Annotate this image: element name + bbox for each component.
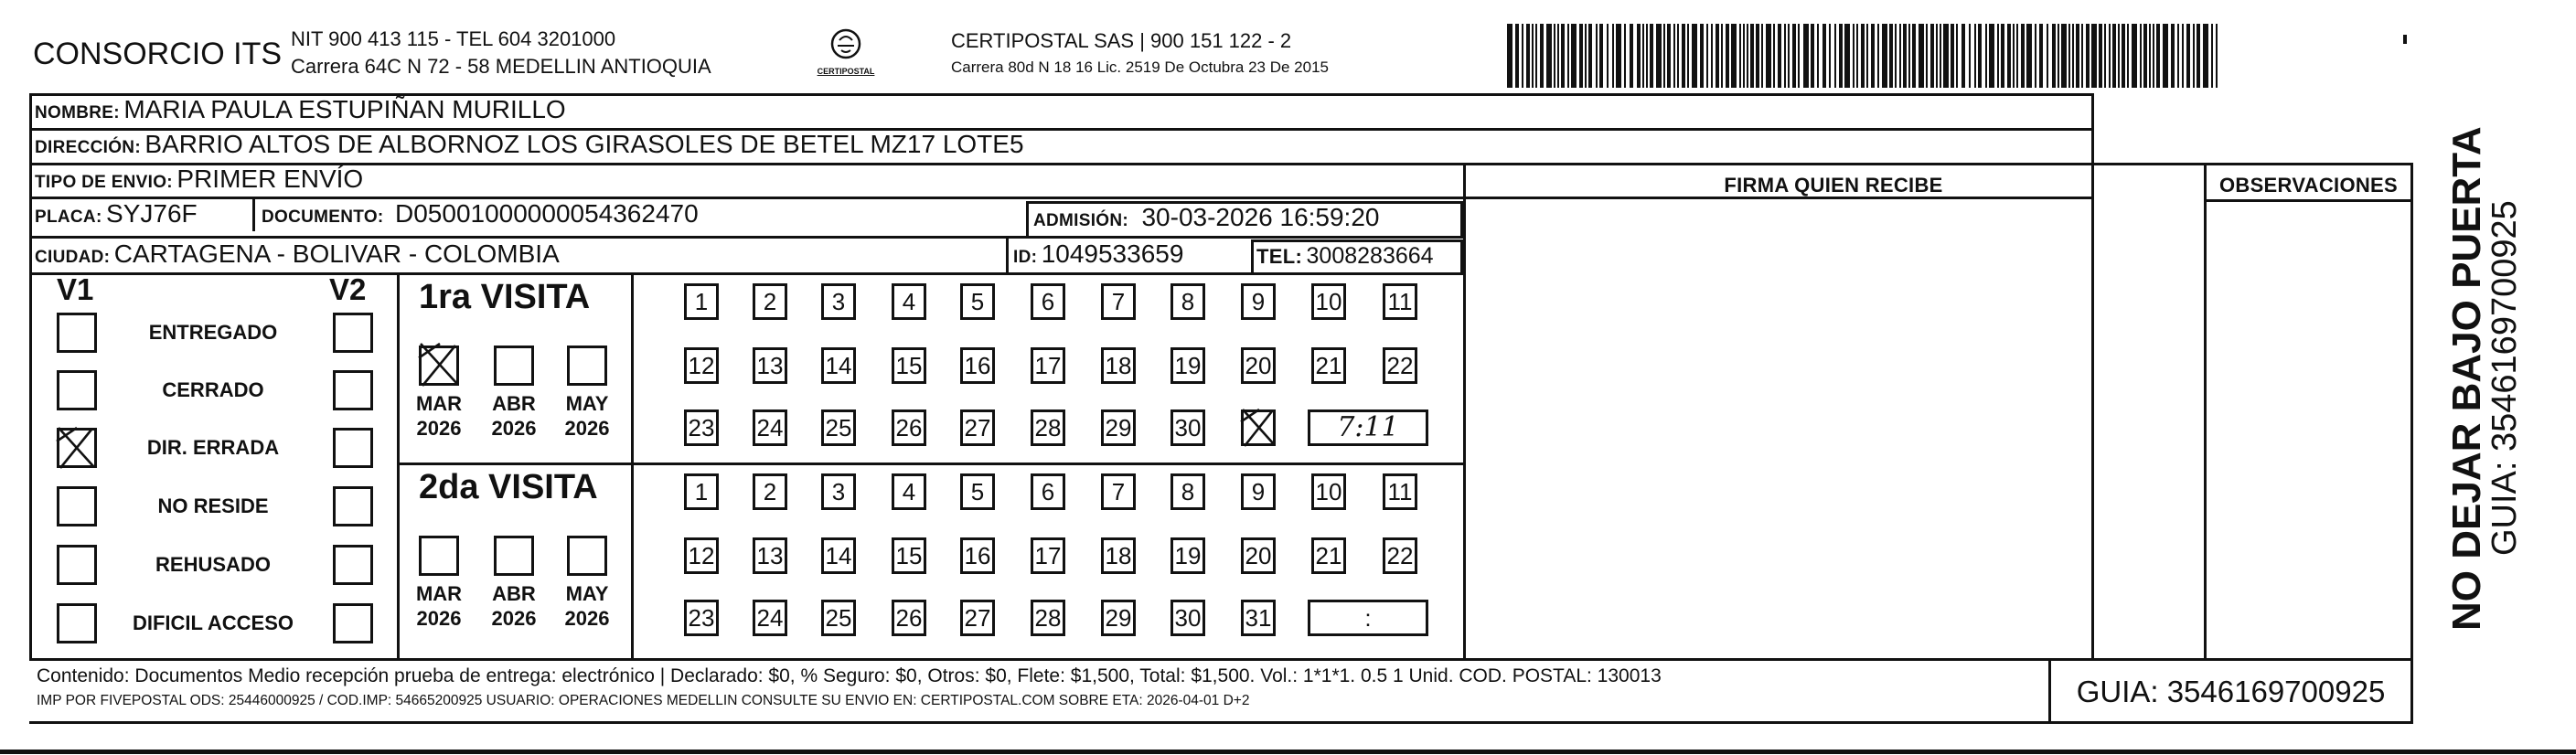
status-label: DIR. ERRADA xyxy=(146,436,280,459)
corner-tick xyxy=(2403,35,2407,44)
visit2-month-checkbox[interactable] xyxy=(494,536,534,576)
ciudad-label: CIUDAD: xyxy=(35,248,111,267)
status-label: DIFICIL ACCESO xyxy=(132,611,294,634)
footer-line1: Contenido: Documentos Medio recepción prueba de entrega: electrónico | Declarado: $0, % Seguro: $0, Otros: $0, Flete: $1,500, Total: $1,500. Vol.: 1*1*1. 0.5 1 Unid. COD. POSTAL: 130013 xyxy=(37,665,1662,686)
status-label: CERRADO xyxy=(162,378,264,401)
visit1-day-box[interactable]: 15 xyxy=(892,347,926,384)
visit2-day-box[interactable]: 31 xyxy=(1241,600,1276,636)
visit1-day-box[interactable]: 6 xyxy=(1031,283,1065,320)
visit1-day-box[interactable]: 3 xyxy=(821,283,856,320)
visit2-day-box[interactable]: 16 xyxy=(960,537,995,574)
visit1-day-box[interactable]: 27 xyxy=(960,409,995,446)
visit1-month-checkbox[interactable] xyxy=(567,346,607,386)
status-label: ENTREGADO xyxy=(148,321,278,344)
rule-placa xyxy=(252,197,255,231)
documento-label: DOCUMENTO: xyxy=(262,207,384,227)
documento-value: D05001000000054362470 xyxy=(395,199,699,228)
visit1-day-check-mark xyxy=(1239,408,1279,448)
visit2-day-box[interactable]: 20 xyxy=(1241,537,1276,574)
visit2-day-box[interactable]: 11 xyxy=(1383,473,1417,510)
visit1-day-box[interactable]: 13 xyxy=(753,347,787,384)
visit1-time-field[interactable]: 7:11 xyxy=(1308,409,1428,446)
courier-line2: Carrera 80d N 18 16 Lic. 2519 De Octubra 23 De 2015 xyxy=(951,58,1329,76)
rule-id-left xyxy=(1006,236,1009,272)
visit1-day-box[interactable]: 5 xyxy=(960,283,995,320)
visit2-month-checkbox[interactable] xyxy=(567,536,607,576)
visit1-month-checkbox[interactable] xyxy=(494,346,534,386)
rule-obs-left xyxy=(2204,163,2207,658)
visit2-day-box[interactable]: 27 xyxy=(960,600,995,636)
visit1-title: 1ra VISITA xyxy=(419,278,591,316)
visit1-day-box[interactable]: 24 xyxy=(753,409,787,446)
visit1-month-label: MAY 2026 xyxy=(564,392,610,440)
visit1-day-box[interactable]: 29 xyxy=(1101,409,1136,446)
visit1-day-box[interactable]: 12 xyxy=(684,347,719,384)
visit1-day-box[interactable]: 1 xyxy=(684,283,719,320)
v2-checkbox[interactable] xyxy=(333,428,373,468)
rule-ciudad-row xyxy=(29,272,1466,275)
visit2-day-box[interactable]: 6 xyxy=(1031,473,1065,510)
visit2-month-checkbox[interactable] xyxy=(419,536,459,576)
v2-checkbox[interactable] xyxy=(333,545,373,585)
v1-checkbox[interactable] xyxy=(57,603,97,643)
tel-value: 3008283664 xyxy=(1306,243,1434,269)
visit1-day-box[interactable]: 26 xyxy=(892,409,926,446)
footer-guia: GUIA: 3546169700925 xyxy=(2076,675,2386,708)
visit1-day-box[interactable]: 19 xyxy=(1170,347,1205,384)
visit2-day-box[interactable]: 21 xyxy=(1311,537,1346,574)
visit2-day-box[interactable]: 9 xyxy=(1241,473,1276,510)
footer-line2: IMP POR FIVEPOSTAL ODS: 25446000925 / COD.IMP: 54665200925 USUARIO: OPERACIONES MEDELLIN CONSULTE SU ENVIO EN: CERTIPOSTAL.COM SOBRE ETA: 2026-04-01 D+2 xyxy=(37,693,1250,708)
visit1-day-box[interactable]: 14 xyxy=(821,347,856,384)
rule-left xyxy=(29,93,32,658)
visit1-day-box[interactable]: 2 xyxy=(753,283,787,320)
visit1-day-box[interactable]: 8 xyxy=(1170,283,1205,320)
visit2-day-box[interactable]: 26 xyxy=(892,600,926,636)
visit2-day-box[interactable]: 29 xyxy=(1101,600,1136,636)
placa-label: PLACA: xyxy=(35,207,102,227)
side-guia: GUIA: 3546169700925 xyxy=(2485,200,2524,556)
visit2-day-box[interactable]: 2 xyxy=(753,473,787,510)
firma-header: FIRMA QUIEN RECIBE xyxy=(1724,174,1943,197)
rule-status-right xyxy=(397,272,400,658)
ciudad-cell xyxy=(35,239,560,269)
visit1-day-box[interactable]: 11 xyxy=(1383,283,1417,320)
v1-checkbox[interactable] xyxy=(57,486,97,526)
rule-placa-row xyxy=(29,236,1466,239)
visit2-day-box[interactable]: 24 xyxy=(753,600,787,636)
visit2-day-box[interactable]: 30 xyxy=(1170,600,1205,636)
courier-line1: CERTIPOSTAL SAS | 900 151 122 - 2 xyxy=(951,29,1292,52)
visit2-day-box[interactable]: 18 xyxy=(1101,537,1136,574)
v1-checkbox[interactable] xyxy=(57,370,97,410)
visit2-day-box[interactable]: 14 xyxy=(821,537,856,574)
certipostal-logo-icon xyxy=(805,26,887,62)
direccion-row xyxy=(35,130,1024,163)
visit1-day-box[interactable]: 21 xyxy=(1311,347,1346,384)
visit1-day-box[interactable]: 4 xyxy=(892,283,926,320)
visit1-month-check-mark xyxy=(417,342,463,388)
direccion-value: BARRIO ALTOS DE ALBORNOZ LOS GIRASOLES DE BETEL MZ17 LOTE5 xyxy=(144,130,1024,158)
visit2-day-box[interactable]: 10 xyxy=(1311,473,1346,510)
direccion-label: DIRECCIÓN: xyxy=(35,138,141,157)
rule-obs-right xyxy=(2410,163,2413,658)
visit2-day-box[interactable]: 13 xyxy=(753,537,787,574)
tipo-value: PRIMER ENVÍO xyxy=(176,165,364,193)
visit2-day-box[interactable]: 8 xyxy=(1170,473,1205,510)
v1-checkbox[interactable] xyxy=(57,313,97,353)
placa-cell xyxy=(35,199,198,229)
v1-header: V1 xyxy=(57,272,94,306)
rule-obs-top xyxy=(2091,163,2413,165)
rule-page-bottom xyxy=(0,750,2576,754)
rule-footer-bottom xyxy=(29,721,2413,724)
v2-header: V2 xyxy=(329,272,367,306)
visit2-day-box[interactable]: 3 xyxy=(821,473,856,510)
certipostal-logo-label: CERTIPOSTAL xyxy=(817,67,875,76)
status-label: NO RESIDE xyxy=(157,494,269,517)
ciudad-value: CARTAGENA - BOLIVAR - COLOMBIA xyxy=(113,239,560,268)
visit2-day-box[interactable]: 4 xyxy=(892,473,926,510)
visit2-month-label: MAY 2026 xyxy=(564,582,610,630)
visit1-day-box[interactable]: 17 xyxy=(1031,347,1065,384)
rule-visit-divider xyxy=(397,463,1466,465)
v2-checkbox[interactable] xyxy=(333,313,373,353)
certipostal-logo xyxy=(805,26,887,79)
visit2-day-box[interactable]: 12 xyxy=(684,537,719,574)
visit2-day-box[interactable]: 23 xyxy=(684,600,719,636)
v1-checkbox[interactable] xyxy=(57,545,97,585)
v2-checkbox[interactable] xyxy=(333,486,373,526)
documento-cell xyxy=(262,199,699,229)
status-label: REHUSADO xyxy=(155,553,271,576)
visit1-day-box[interactable]: 22 xyxy=(1383,347,1417,384)
visit2-day-box[interactable]: 19 xyxy=(1170,537,1205,574)
v1-check-mark xyxy=(55,426,99,470)
visit2-day-box[interactable]: 28 xyxy=(1031,600,1065,636)
visit2-month-label: MAR 2026 xyxy=(415,582,463,630)
company-address: Carrera 64C N 72 - 58 MEDELLIN ANTIOQUIA xyxy=(291,55,711,78)
visit2-day-box[interactable]: 17 xyxy=(1031,537,1065,574)
visit1-day-box[interactable]: 30 xyxy=(1170,409,1205,446)
tipo-label: TIPO DE ENVIO: xyxy=(35,173,173,192)
observaciones-header: OBSERVACIONES xyxy=(2218,174,2398,197)
visit1-month-label: ABR 2026 xyxy=(491,392,537,440)
tel-label: TEL: xyxy=(1256,245,1303,268)
visit1-day-box[interactable]: 20 xyxy=(1241,347,1276,384)
admision-cell xyxy=(1033,203,1379,232)
visit2-day-box[interactable]: 22 xyxy=(1383,537,1417,574)
visit1-day-box[interactable]: 25 xyxy=(821,409,856,446)
id-cell xyxy=(1013,239,1183,269)
company-nit: NIT 900 413 115 - TEL 604 3201000 xyxy=(291,27,616,50)
visit1-day-box[interactable]: 10 xyxy=(1311,283,1346,320)
visit1-month-label: MAR 2026 xyxy=(415,392,463,440)
id-value: 1049533659 xyxy=(1041,239,1184,268)
visit2-title: 2da VISITA xyxy=(419,468,598,506)
admision-value: 30-03-2026 16:59:20 xyxy=(1141,203,1380,231)
tel-cell xyxy=(1256,243,1434,270)
v2-checkbox[interactable] xyxy=(333,370,373,410)
admision-label: ADMISIÓN: xyxy=(1033,211,1129,230)
rule-visit-days xyxy=(631,272,634,658)
visit2-day-box[interactable]: 1 xyxy=(684,473,719,510)
visit1-day-box[interactable]: 7 xyxy=(1101,283,1136,320)
nombre-row xyxy=(35,95,566,128)
nombre-value: MARIA PAULA ESTUPIÑAN MURILLO xyxy=(123,95,566,123)
visit1-day-box[interactable]: 16 xyxy=(960,347,995,384)
id-label: ID: xyxy=(1013,248,1038,267)
v2-checkbox[interactable] xyxy=(333,603,373,643)
visit1-day-box[interactable]: 9 xyxy=(1241,283,1276,320)
visit2-day-box[interactable]: 5 xyxy=(960,473,995,510)
nombre-label: NOMBRE: xyxy=(35,103,120,122)
visit1-day-box[interactable]: 23 xyxy=(684,409,719,446)
visit2-time-field[interactable]: : xyxy=(1308,600,1428,636)
barcode xyxy=(1507,24,2220,88)
visit2-day-box[interactable]: 15 xyxy=(892,537,926,574)
company-name: CONSORCIO ITS xyxy=(33,37,283,71)
tipo-row xyxy=(35,165,363,196)
visit1-day-box[interactable]: 28 xyxy=(1031,409,1065,446)
visit2-month-label: ABR 2026 xyxy=(491,582,537,630)
placa-value: SYJ76F xyxy=(106,199,198,228)
visit2-day-box[interactable]: 7 xyxy=(1101,473,1136,510)
rule-obs-header xyxy=(2204,199,2413,202)
side-warning: NO DEJAR BAJO PUERTA xyxy=(2444,126,2489,631)
visit1-day-box[interactable]: 18 xyxy=(1101,347,1136,384)
visit2-day-box[interactable]: 25 xyxy=(821,600,856,636)
